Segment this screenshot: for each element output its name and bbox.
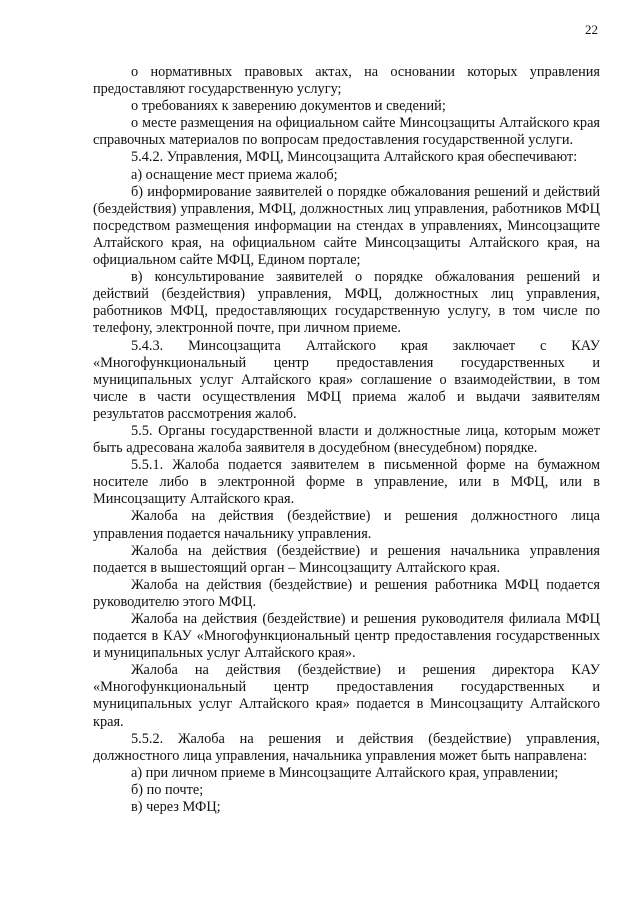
- paragraph: Жалоба на действия (бездействие) и решения директора КАУ «Многофункциональный центр предоставления государственных и муниципальных услуг Алтайского края» подается в Минсоцзащиту Алтайского края.: [93, 662, 600, 730]
- paragraph: 5.4.3. Минсоцзащита Алтайского края заключает с КАУ «Многофункциональный центр предоставления государственных и муниципальных услуг Алтайского края» соглашение о взаимодействии, в том числе в части осуществления МФЦ приема жалоб и выдачи заявителям результатов рассмотрения жалоб.: [93, 337, 600, 422]
- paragraph: 5.5.2. Жалоба на решения и действия (бездействие) управления, должностного лица управления, начальника управления может быть направлена:: [93, 730, 600, 764]
- section-heading: 5.5. Органы государственной власти и должностные лица, которым может быть адресована жалоба заявителя в досудебном (внесудебном) порядке.: [93, 422, 600, 457]
- section-heading: 5.4.2. Управления, МФЦ, Минсоцзащита Алтайского края обеспечивают:: [131, 149, 578, 166]
- list-item: в) консультирование заявителей о порядке обжалования решений и действий (бездействия) управления, МФЦ, должностных лиц управления, работников МФЦ, предоставляющих государственную услугу, в том числе по телефону, электронной почте, при личном приеме.: [93, 269, 600, 337]
- paragraph: Жалоба на действия (бездействие) и решения работника МФЦ подается руководителю этого МФЦ.: [93, 576, 600, 610]
- paragraph: Жалоба на действия (бездействие) и решения начальника управления подается в вышестоящий орган – Минсоцзащиту Алтайского края.: [93, 542, 600, 576]
- paragraph: о требованиях к заверению документов и сведений;: [131, 98, 446, 115]
- paragraph: о месте размещения на официальном сайте Минсоцзащиты Алтайского края справочных материалов по вопросам предоставления государственной услуги.: [93, 115, 600, 149]
- list-item: в) через МФЦ;: [131, 799, 221, 816]
- page-number: 22: [585, 22, 598, 37]
- paragraph: Жалоба на действия (бездействие) и решения должностного лица управления подается начальнику управления.: [93, 508, 600, 542]
- paragraph: Жалоба на действия (бездействие) и решения руководителя филиала МФЦ подается в КАУ «Многофункциональный центр предоставления государственных и муниципальных услуг Алтайского края».: [93, 611, 600, 662]
- list-item: б) информирование заявителей о порядке обжалования решений и действий (бездействия) управления, МФЦ, должностных лиц управления, работников МФЦ посредством размещения информации на стендах в управлениях, Минсоцзащите Алтайского края, на официальном сайте Минсоцзащиты Алтайского края, на официальном сайте МФЦ, Едином портале;: [93, 183, 600, 269]
- list-item: а) оснащение мест приема жалоб;: [131, 166, 338, 183]
- list-item: а) при личном приеме в Минсоцзащите Алтайского края, управлении;: [131, 764, 559, 781]
- paragraph: о нормативных правовых актах, на основании которых управления предоставляют государственную услугу;: [93, 64, 600, 98]
- list-item: б) по почте;: [131, 781, 204, 798]
- document-body: [93, 64, 600, 816]
- paragraph: 5.5.1. Жалоба подается заявителем в письменной форме на бумажном носителе либо в электронной форме в управление, или в МФЦ, или в Минсоцзащиту Алтайского края.: [93, 457, 600, 508]
